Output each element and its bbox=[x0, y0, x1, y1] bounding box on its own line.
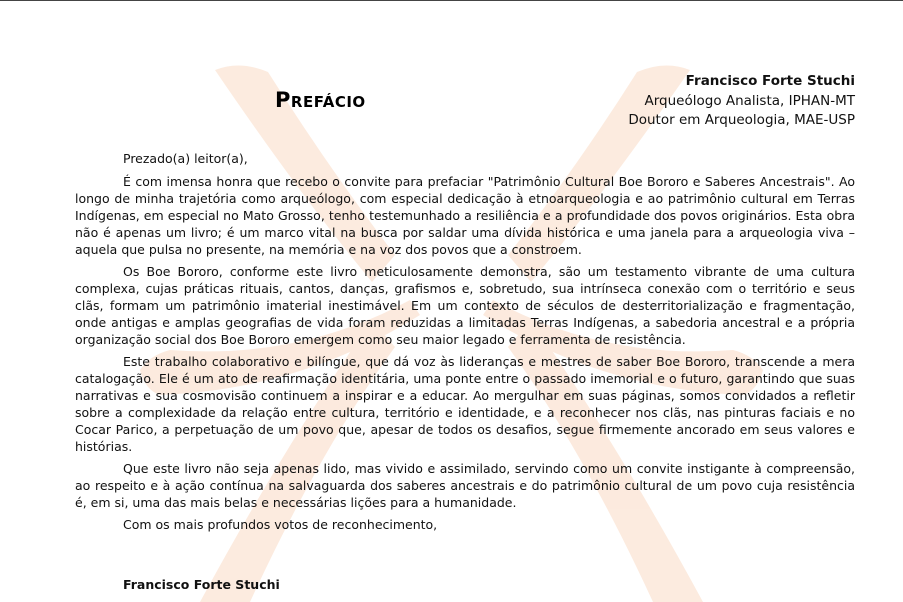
paragraph: Que este livro não seja apenas lido, mas vivido e assimilado, servindo como um convite instigante à compreensão, ao respeito e à ação contínua na salvaguarda dos saberes ancestrais e do patrimônio cultural de um povo cuja resistência é, em si, uma das mais belas e necessárias lições para a humanidade. bbox=[75, 461, 855, 510]
paragraph: Os Boe Bororo, conforme este livro meticulosamente demonstra, são um testamento vibrante de uma cultura complexa, cujas práticas rituais, cantos, danças, grafismos e, sobretudo, sua intrínseca conexão com o território e seus clãs, formam um patrimônio imaterial inestimável. Em um contexto de séculos de desterritorialização e fragmentação, onde antigas e amplas geografias de vida foram reduzidas a limitadas Terras Indígenas, a sabedoria ancestral e a própria organização social dos Boe Bororo emergem como seu maior legado e ferramenta de resistência. bbox=[75, 264, 855, 347]
paragraph: Este trabalho colaborativo e bilíngue, que dá voz às lideranças e mestres de saber Boe Bororo, transcende a mera catalogação. Ele é um ato de reafirmação identitária, uma ponte entre o passado imemorial e o futuro, garantindo que suas narrativas e sua cosmovisão continuem a inspirar e a educar. Ao mergulhar em suas páginas, somos convidados a refletir sobre a complexidade da relação entre cultura, território e identidade, e a reconhecer nos clãs, nas pinturas faciais e no Cocar Parico, a perpetuação de um povo que, apesar de todos os desafios, segue firmemente ancorado em seus valores e histórias. bbox=[75, 354, 855, 454]
author-block bbox=[628, 72, 855, 131]
salutation: Prezado(a) leitor(a), bbox=[123, 151, 248, 166]
author-role: Arqueólogo Analista, IPHAN-MT bbox=[644, 92, 855, 109]
signature: Francisco Forte Stuchi bbox=[123, 577, 280, 592]
paragraph: É com imensa honra que recebo o convite para prefaciar "Patrimônio Cultural Boe Bororo e Saberes Ancestrais". Ao longo de minha trajetória como arqueólogo, com especial dedicação à etnoarqueologia e ao patrimônio cultural em Terras Indígenas, em especial no Mato Grosso, tenho testemunhado a resiliência e a profundidade dos povos originários. Esta obra não é apenas um livro; é um marco vital na busca por saldar uma dívida histórica e uma janela para a arqueologia viva – aquela que pulsa no presente, na memória e na voz dos povos que a constroem. bbox=[75, 174, 855, 257]
author-name: Francisco Forte Stuchi bbox=[685, 73, 855, 89]
author-degree: Doutor em Arqueologia, MAE-USP bbox=[628, 112, 855, 128]
closing-line: Com os mais profundos votos de reconhecimento, bbox=[123, 517, 438, 532]
preface-body bbox=[75, 150, 855, 538]
page-title: Prefácio bbox=[275, 88, 366, 112]
